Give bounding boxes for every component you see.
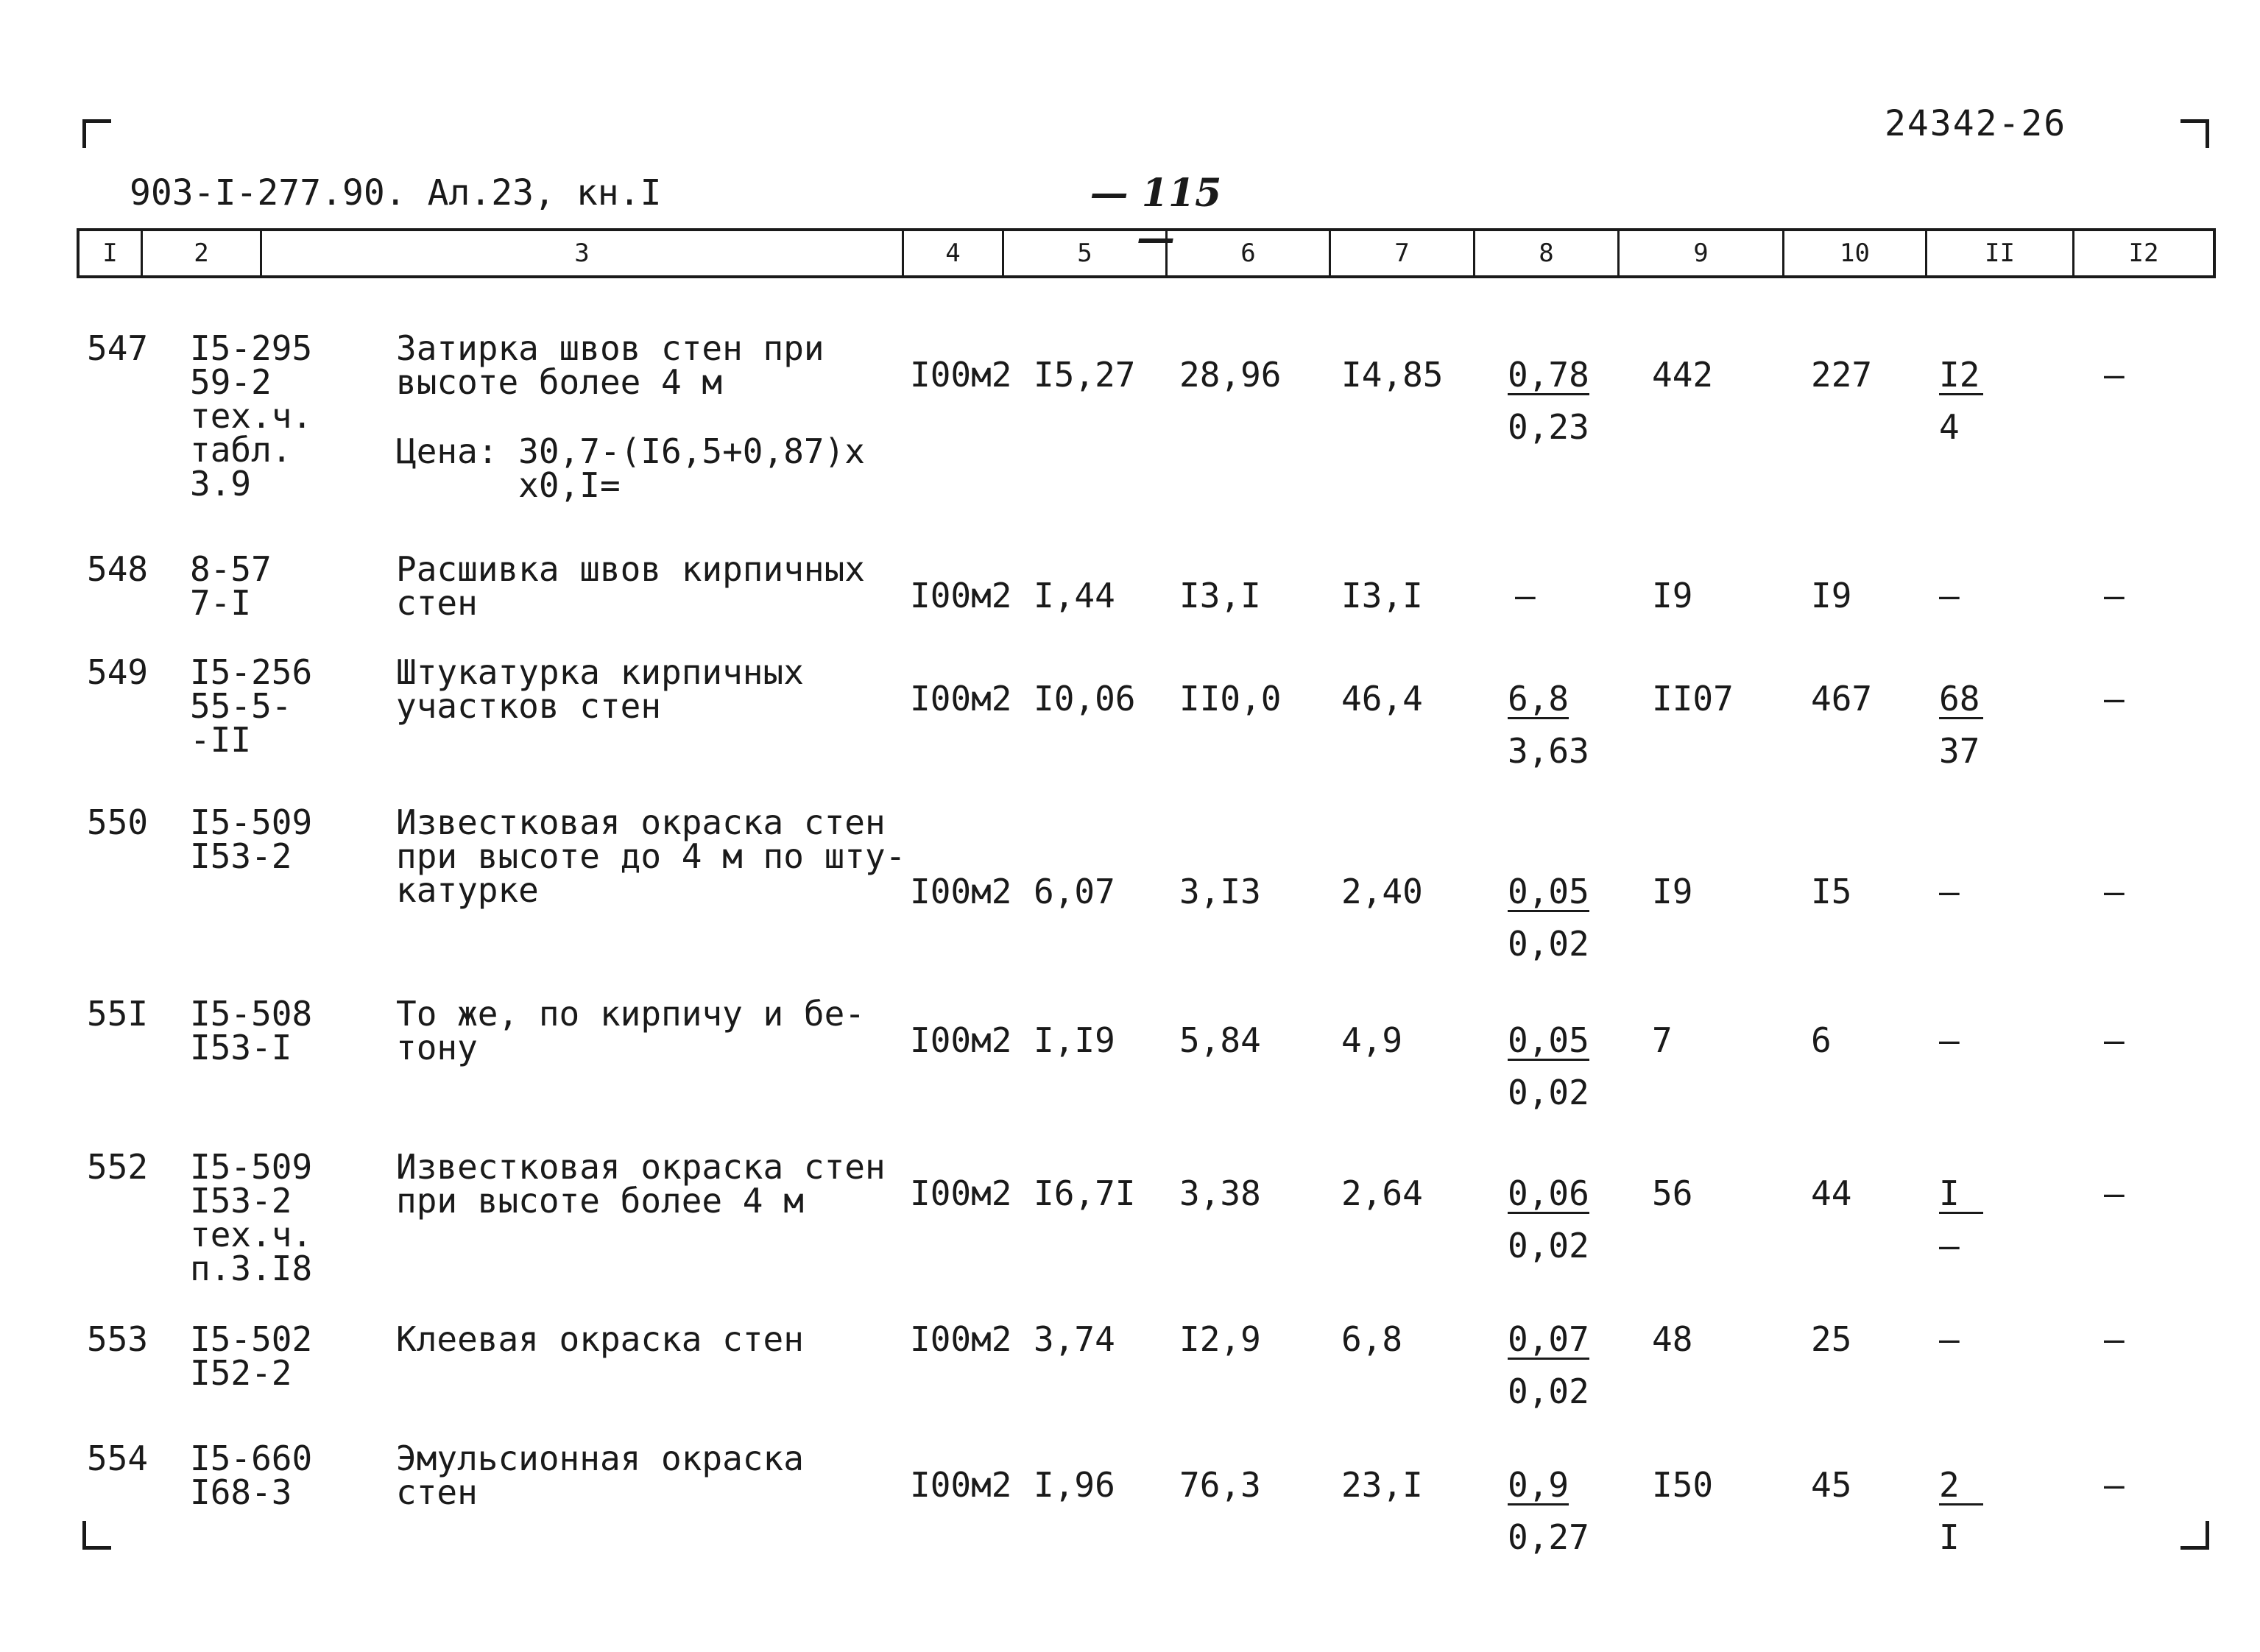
- column-header: 3: [262, 231, 904, 275]
- unit-of-measure: I00м2: [910, 1020, 1012, 1060]
- row-number: 554: [87, 1439, 149, 1478]
- total-cost: I9: [1652, 576, 1693, 615]
- quantity: I0,06: [1034, 679, 1136, 719]
- total-machine-cost: –: [1939, 872, 1960, 911]
- unit-cost: I3,I: [1179, 576, 1261, 615]
- work-description: Известковая окраска стен при высоте более 4 м: [396, 1147, 886, 1221]
- total-wages: 25: [1811, 1319, 1852, 1359]
- total-machine-cost: [1939, 1465, 1983, 1557]
- wage-cost: 23,I: [1341, 1465, 1423, 1505]
- unit-of-measure: I00м2: [910, 1319, 1012, 1359]
- total-wages: 227: [1811, 355, 1873, 395]
- unit-of-measure: I00м2: [910, 576, 1012, 615]
- machine-cost-denominator: 0,02: [1508, 1226, 1589, 1266]
- wage-cost: I3,I: [1341, 576, 1423, 615]
- machine-cost: [1508, 1465, 1589, 1557]
- total-machine-cost-numerator: 68: [1939, 682, 1983, 719]
- rate-code: I5-508 I53-I: [190, 994, 313, 1067]
- machine-cost-numerator: 0,06: [1508, 1173, 1589, 1213]
- work-description: То же, по кирпичу и бе- тону: [396, 994, 865, 1067]
- row-number: 553: [87, 1319, 149, 1359]
- machine-cost: [1508, 355, 1589, 447]
- column-header: 8: [1475, 231, 1620, 275]
- total-cost: I50: [1652, 1465, 1714, 1505]
- total-machine-cost-numerator: 2: [1939, 1468, 1983, 1505]
- column-header: 10: [1784, 231, 1927, 275]
- column-header: 6: [1168, 231, 1331, 275]
- rate-code: 8-57 7-I: [190, 549, 272, 623]
- unit-cost: 5,84: [1179, 1020, 1261, 1060]
- column-12-value: –: [2104, 355, 2125, 395]
- total-machine-cost: [1939, 355, 1983, 447]
- work-description: Известковая окраска стен при высоте до 4 м по шту- катурке: [396, 802, 906, 910]
- corner-mark-top-right: [2180, 119, 2209, 148]
- quantity: I,44: [1034, 576, 1115, 615]
- column-12-value: –: [2104, 679, 2125, 719]
- total-wages: 44: [1811, 1173, 1852, 1213]
- work-description: Расшивка швов кирпичных стен: [396, 549, 865, 623]
- machine-cost-numerator: 0,78: [1508, 355, 1589, 395]
- total-machine-cost-numerator: I: [1939, 1176, 1983, 1214]
- work-description: Затирка швов стен при высоте более 4 м: [396, 328, 824, 402]
- document-number: 24342-26: [1885, 103, 2067, 144]
- total-machine-cost-denominator: 4: [1939, 407, 1960, 447]
- total-wages: 45: [1811, 1465, 1852, 1505]
- wage-cost: 6,8: [1341, 1319, 1403, 1359]
- rate-code: I5-256 55-5- -II: [190, 652, 313, 760]
- total-machine-cost-numerator: I2: [1939, 358, 1983, 395]
- total-wages: 467: [1811, 679, 1873, 719]
- machine-cost-denominator: 3,63: [1508, 731, 1589, 771]
- corner-mark-bottom-right: [2180, 1521, 2209, 1550]
- column-12-value: –: [2104, 872, 2125, 911]
- rate-code: I5-502 I52-2: [190, 1319, 313, 1393]
- unit-of-measure: I00м2: [910, 679, 1012, 719]
- quantity: I6,7I: [1034, 1173, 1136, 1213]
- column-header: 9: [1620, 231, 1784, 275]
- machine-cost: [1508, 679, 1589, 771]
- total-cost: 56: [1652, 1173, 1693, 1213]
- quantity: 3,74: [1034, 1319, 1115, 1359]
- row-number: 550: [87, 802, 149, 842]
- wage-cost: 46,4: [1341, 679, 1423, 719]
- column-header-row: [77, 228, 2216, 278]
- column-header: I: [80, 231, 143, 275]
- price-formula: Цена: 30,7-(I6,5+0,87)х х0,I=: [396, 431, 865, 505]
- column-header: I2: [2128, 239, 2159, 268]
- unit-cost: I2,9: [1179, 1319, 1261, 1359]
- machine-cost-numerator: 6,8: [1508, 679, 1569, 719]
- total-machine-cost: –: [1939, 1020, 1960, 1060]
- column-header: 5: [1004, 231, 1168, 275]
- total-machine-cost: –: [1939, 1319, 1960, 1359]
- machine-cost: [1508, 1173, 1589, 1266]
- total-machine-cost-denominator: –: [1939, 1226, 1960, 1266]
- total-machine-cost: [1939, 1173, 1983, 1266]
- total-wages: I5: [1811, 872, 1852, 911]
- total-cost: 442: [1652, 355, 1714, 395]
- unit-of-measure: I00м2: [910, 1465, 1012, 1505]
- machine-cost-numerator: 0,05: [1508, 872, 1589, 911]
- column-12-value: –: [2104, 1465, 2125, 1505]
- machine-cost-denominator: 0,02: [1508, 924, 1589, 964]
- document-code: 903-I-277.90. Ал.23, кн.I: [130, 172, 662, 213]
- column-12-value: –: [2104, 576, 2125, 615]
- unit-of-measure: I00м2: [910, 355, 1012, 395]
- quantity: 6,07: [1034, 872, 1115, 911]
- quantity: I,I9: [1034, 1020, 1115, 1060]
- unit-of-measure: I00м2: [910, 1173, 1012, 1213]
- row-number: 547: [87, 328, 149, 368]
- work-description: Клеевая окраска стен: [396, 1319, 804, 1359]
- row-number: 55I: [87, 994, 149, 1034]
- unit-of-measure: I00м2: [910, 872, 1012, 911]
- machine-cost: [1508, 872, 1589, 964]
- rate-code: I5-660 I68-3: [190, 1439, 313, 1512]
- total-cost: I9: [1652, 872, 1693, 911]
- total-machine-cost-denominator: I: [1939, 1517, 1960, 1557]
- quantity: I,96: [1034, 1465, 1115, 1505]
- total-cost: 48: [1652, 1319, 1693, 1359]
- row-number: 552: [87, 1147, 149, 1187]
- corner-mark-top-left: [82, 119, 111, 148]
- work-description: Штукатурка кирпичных участков стен: [396, 652, 804, 726]
- machine-cost-numerator: 0,07: [1508, 1319, 1589, 1359]
- unit-cost: 76,3: [1179, 1465, 1261, 1505]
- work-description: Эмульсионная окраска стен: [396, 1439, 804, 1512]
- machine-cost: [1508, 1319, 1589, 1411]
- total-wages: 6: [1811, 1020, 1832, 1060]
- total-cost: 7: [1652, 1020, 1673, 1060]
- column-12-value: –: [2104, 1173, 2125, 1213]
- unit-cost: 3,I3: [1179, 872, 1261, 911]
- wage-cost: 2,40: [1341, 872, 1423, 911]
- machine-cost-denominator: 0,02: [1508, 1372, 1589, 1411]
- machine-cost-denominator: 0,23: [1508, 407, 1589, 447]
- corner-mark-bottom-left: [82, 1521, 111, 1550]
- machine-cost-denominator: 0,02: [1508, 1073, 1589, 1112]
- total-machine-cost: [1939, 679, 1983, 771]
- column-header: 4: [904, 231, 1004, 275]
- total-machine-cost-denominator: 37: [1939, 731, 1980, 771]
- machine-cost-numerator: 0,05: [1508, 1020, 1589, 1060]
- page-number: — 115 —: [1090, 171, 1222, 261]
- total-cost: II07: [1652, 679, 1734, 719]
- total-wages: I9: [1811, 576, 1852, 615]
- row-number: 548: [87, 549, 149, 589]
- total-machine-cost: –: [1939, 576, 1960, 615]
- wage-cost: I4,85: [1341, 355, 1444, 395]
- machine-cost: [1508, 1020, 1589, 1112]
- column-header: II: [1927, 231, 2074, 275]
- rate-code: I5-509 I53-2 тех.ч. п.3.I8: [190, 1147, 313, 1288]
- rate-code: I5-509 I53-2: [190, 802, 313, 876]
- machine-cost: –: [1515, 576, 1536, 615]
- machine-cost-numerator: 0,9: [1508, 1465, 1569, 1505]
- row-number: 549: [87, 652, 149, 692]
- column-12-value: –: [2104, 1020, 2125, 1060]
- unit-cost: 28,96: [1179, 355, 1282, 395]
- rate-code: I5-295 59-2 тех.ч. табл. 3.9: [190, 328, 313, 504]
- column-header: 2: [143, 231, 262, 275]
- unit-cost: 3,38: [1179, 1173, 1261, 1213]
- column-12-value: –: [2104, 1319, 2125, 1359]
- quantity: I5,27: [1034, 355, 1136, 395]
- wage-cost: 4,9: [1341, 1020, 1403, 1060]
- wage-cost: 2,64: [1341, 1173, 1423, 1213]
- column-header: 7: [1331, 231, 1475, 275]
- unit-cost: II0,0: [1179, 679, 1282, 719]
- machine-cost-denominator: 0,27: [1508, 1517, 1589, 1557]
